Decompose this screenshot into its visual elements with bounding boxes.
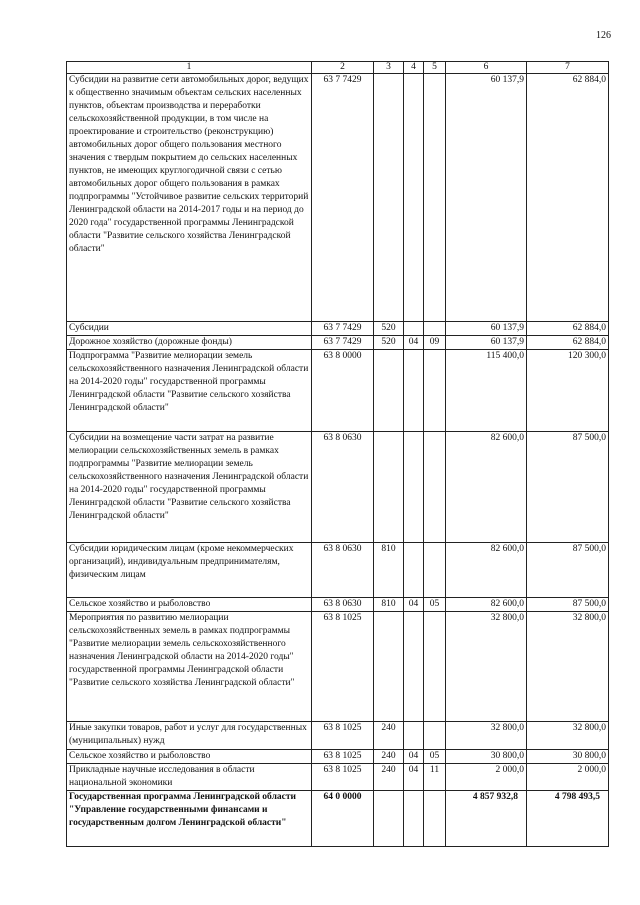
row-sum-2: 2 000,0 <box>527 764 609 791</box>
row-code: 63 7 7429 <box>312 336 374 350</box>
table-row <box>67 74 609 322</box>
row-vr: 520 <box>374 322 404 336</box>
table-row <box>67 722 609 750</box>
row-rz: 04 <box>404 750 424 764</box>
row-vr <box>374 612 404 722</box>
table-row <box>67 764 609 791</box>
row-sum-1: 82 600,0 <box>446 598 527 612</box>
row-pr: 05 <box>424 750 446 764</box>
row-pr: 09 <box>424 336 446 350</box>
row-code: 63 7 7429 <box>312 74 374 322</box>
row-sum-1: 4 857 932,8 <box>446 791 527 847</box>
table-row <box>67 750 609 764</box>
row-sum-2: 30 800,0 <box>527 750 609 764</box>
row-sum-2: 4 798 493,5 <box>527 791 609 847</box>
row-vr: 240 <box>374 764 404 791</box>
row-vr: 810 <box>374 598 404 612</box>
row-code: 63 8 0630 <box>312 598 374 612</box>
table-row <box>67 432 609 543</box>
row-sum-2: 32 800,0 <box>527 722 609 750</box>
row-code: 63 8 1025 <box>312 722 374 750</box>
row-rz <box>404 432 424 543</box>
row-pr <box>424 350 446 432</box>
row-rz <box>404 722 424 750</box>
row-name: Сельское хозяйство и рыболовство <box>67 750 312 764</box>
row-sum-1: 32 800,0 <box>446 722 527 750</box>
row-rz <box>404 612 424 722</box>
row-rz <box>404 543 424 598</box>
row-vr <box>374 791 404 847</box>
row-name: Прикладные научные исследования в области национальной экономики <box>67 764 312 791</box>
row-sum-2: 87 500,0 <box>527 432 609 543</box>
row-code: 63 8 0000 <box>312 350 374 432</box>
row-pr: 11 <box>424 764 446 791</box>
row-sum-1: 115 400,0 <box>446 350 527 432</box>
col-header-2: 2 <box>312 62 374 74</box>
row-vr: 520 <box>374 336 404 350</box>
row-name: Мероприятия по развитию мелиорации сельскохозяйственных земель в рамках подпрограммы "Развитие мелиорации земель сельскохозяйственного назначения Ленинградской области на 2014-2020 годы" государственной программы Ленинградской области "Развитие сельского хозяйства Ленинградской области" <box>67 612 312 722</box>
col-header-4: 4 <box>404 62 424 74</box>
row-vr: 240 <box>374 750 404 764</box>
row-rz <box>404 322 424 336</box>
row-pr <box>424 612 446 722</box>
row-rz: 04 <box>404 598 424 612</box>
row-name: Сельское хозяйство и рыболовство <box>67 598 312 612</box>
row-vr: 810 <box>374 543 404 598</box>
col-header-5: 5 <box>424 62 446 74</box>
table-row <box>67 612 609 722</box>
table-row <box>67 350 609 432</box>
row-code: 63 8 0630 <box>312 543 374 598</box>
row-sum-2: 87 500,0 <box>527 598 609 612</box>
row-code: 63 8 1025 <box>312 612 374 722</box>
row-vr <box>374 74 404 322</box>
row-pr <box>424 722 446 750</box>
row-name: Субсидии на возмещение части затрат на развитие мелиорации сельскохозяйственных земель в рамках подпрограммы "Развитие мелиорации земель сельскохозяйственного назначения Ленинградской области на 2014-2020 годы" государственной программы Ленинградской области "Развитие сельского хозяйства Ленинградской области" <box>67 432 312 543</box>
row-name: Подпрограмма "Развитие мелиорации земель сельскохозяйственного назначения Ленинградской области на 2014-2020 годы" государственной программы Ленинградской области "Развитие сельского хозяйства Ленинградской области" <box>67 350 312 432</box>
row-sum-1: 2 000,0 <box>446 764 527 791</box>
row-name: Субсидии на развитие сети автомобильных дорог, ведущих к общественно значимым объектам сельских населенных пунктов, объектам производства и переработки сельскохозяйственной продукции, в том числе на проектирование и строительство (реконструкцию) автомобильных дорог общего пользования местного значения с твердым покрытием до сельских населенных пунктов, не имеющих круглогодичной связи с сетью автомобильных дорог общего пользования в рамках подпрограммы "Устойчивое развитие сельских территорий Ленинградской области на 2014-2017 годы и на период до 2020 года" государственной программы Ленинградской области "Развитие сельского хозяйства Ленинградской области" <box>67 74 312 322</box>
row-name: Дорожное хозяйство (дорожные фонды) <box>67 336 312 350</box>
table-row <box>67 336 609 350</box>
row-name: Субсидии <box>67 322 312 336</box>
row-pr <box>424 322 446 336</box>
row-rz <box>404 350 424 432</box>
row-rz: 04 <box>404 336 424 350</box>
row-sum-1: 32 800,0 <box>446 612 527 722</box>
row-rz: 04 <box>404 764 424 791</box>
row-sum-1: 82 600,0 <box>446 543 527 598</box>
row-pr <box>424 74 446 322</box>
row-pr <box>424 432 446 543</box>
row-sum-1: 30 800,0 <box>446 750 527 764</box>
table-row <box>67 791 609 847</box>
row-pr <box>424 791 446 847</box>
row-pr <box>424 543 446 598</box>
row-code: 63 7 7429 <box>312 322 374 336</box>
col-header-6: 6 <box>446 62 527 74</box>
row-rz <box>404 74 424 322</box>
row-sum-1: 60 137,9 <box>446 74 527 322</box>
row-sum-2: 62 884,0 <box>527 322 609 336</box>
row-code: 64 0 0000 <box>312 791 374 847</box>
col-header-7: 7 <box>527 62 609 74</box>
row-sum-2: 120 300,0 <box>527 350 609 432</box>
table-header-row <box>67 62 609 74</box>
row-name: Субсидии юридическим лицам (кроме некоммерческих организаций), индивидуальным предпринимателям, физическим лицам <box>67 543 312 598</box>
col-header-1: 1 <box>67 62 312 74</box>
table-row <box>67 322 609 336</box>
row-name: Иные закупки товаров, работ и услуг для государственных (муниципальных) нужд <box>67 722 312 750</box>
col-header-3: 3 <box>374 62 404 74</box>
row-sum-1: 82 600,0 <box>446 432 527 543</box>
row-code: 63 8 0630 <box>312 432 374 543</box>
row-vr: 240 <box>374 722 404 750</box>
row-sum-2: 32 800,0 <box>527 612 609 722</box>
table-row <box>67 543 609 598</box>
row-sum-2: 87 500,0 <box>527 543 609 598</box>
row-sum-1: 60 137,9 <box>446 322 527 336</box>
row-pr: 05 <box>424 598 446 612</box>
row-code: 63 8 1025 <box>312 764 374 791</box>
row-vr <box>374 350 404 432</box>
budget-table <box>66 61 609 847</box>
row-name: Государственная программа Ленинградской области "Управление государственными финансами и государственным долгом Ленинградской области" <box>67 791 312 847</box>
row-sum-1: 60 137,9 <box>446 336 527 350</box>
row-rz <box>404 791 424 847</box>
table-row <box>67 598 609 612</box>
row-code: 63 8 1025 <box>312 750 374 764</box>
row-sum-2: 62 884,0 <box>527 74 609 322</box>
row-sum-2: 62 884,0 <box>527 336 609 350</box>
row-vr <box>374 432 404 543</box>
page-number: 126 <box>596 30 611 41</box>
